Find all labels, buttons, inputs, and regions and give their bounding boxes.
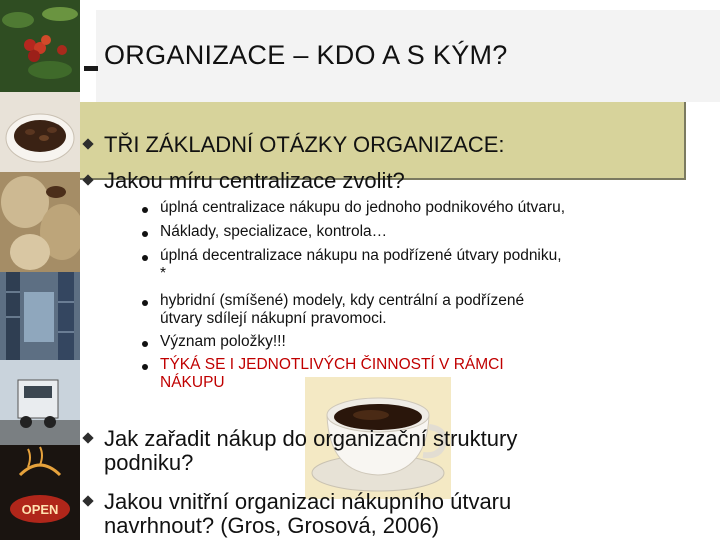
- open-sign-text: OPEN: [21, 502, 59, 517]
- photo-sidebar: [0, 0, 80, 540]
- sub-bullet-full-centralization: úplná centralizace nákupu do jednoho podnikového útvaru,: [160, 199, 566, 216]
- sub-bullet-dot-icon: [142, 300, 148, 306]
- sub-bullet-decentralization: úplná decentralizace nákupu na podřízené útvary podniku,: [160, 247, 562, 264]
- diamond-bullet-icon: [82, 495, 93, 506]
- sub-bullet-hybrid-line1: hybridní (smíšené) modely, kdy centrální a podřízené: [160, 292, 525, 309]
- bullet-internal-org-line2: navrhnout? (Gros, Grosová, 2006): [104, 513, 440, 538]
- diamond-bullet-icon: [82, 432, 93, 443]
- sub-bullet-dot-icon: [142, 231, 148, 237]
- sub-bullet-dot-icon: [142, 255, 148, 261]
- bullet-three-questions: TŘI ZÁKLADNÍ OTÁZKY ORGANIZACE:: [104, 132, 505, 157]
- coffee-cherries-photo: [0, 0, 80, 92]
- slide-title: ORGANIZACE – KDO A S KÝM?: [104, 40, 508, 70]
- coffee-beans-photo: [0, 92, 80, 172]
- truck-photo: [0, 360, 80, 445]
- sub-bullet-dot-icon: [142, 207, 148, 213]
- sub-bullet-activities-line1: TÝKÁ SE I JEDNOTLIVÝCH ČINNOSTÍ V RÁMCI: [160, 356, 504, 373]
- sub-bullet-item-importance: Význam položky!!!: [160, 333, 286, 350]
- sub-bullet-activities-line2: NÁKUPU: [160, 374, 225, 391]
- sub-bullet-decentralization-asterisk: *: [160, 265, 167, 282]
- sub-bullet-dot-icon: [142, 341, 148, 347]
- bullet-internal-org-line1: Jakou vnitřní organizaci nákupního útvaru: [104, 489, 512, 514]
- warehouse-photo: [0, 272, 80, 360]
- sub-bullet-dot-icon: [142, 364, 148, 370]
- title-dash: [84, 66, 98, 71]
- bullet-centralization: Jakou míru centralizace zvolit?: [104, 168, 405, 193]
- open-sign-photo: [0, 445, 80, 540]
- bullet-org-structure-line2: podniku?: [104, 450, 194, 475]
- sub-bullet-costs: Náklady, specializace, kontrola…: [160, 223, 388, 240]
- coffee-sacks-photo: [0, 172, 80, 272]
- bullet-org-structure-line1: Jak zařadit nákup do organizační struktury: [104, 426, 518, 451]
- sub-bullet-hybrid-line2: útvary sdílejí nákupní pravomoci.: [160, 310, 387, 327]
